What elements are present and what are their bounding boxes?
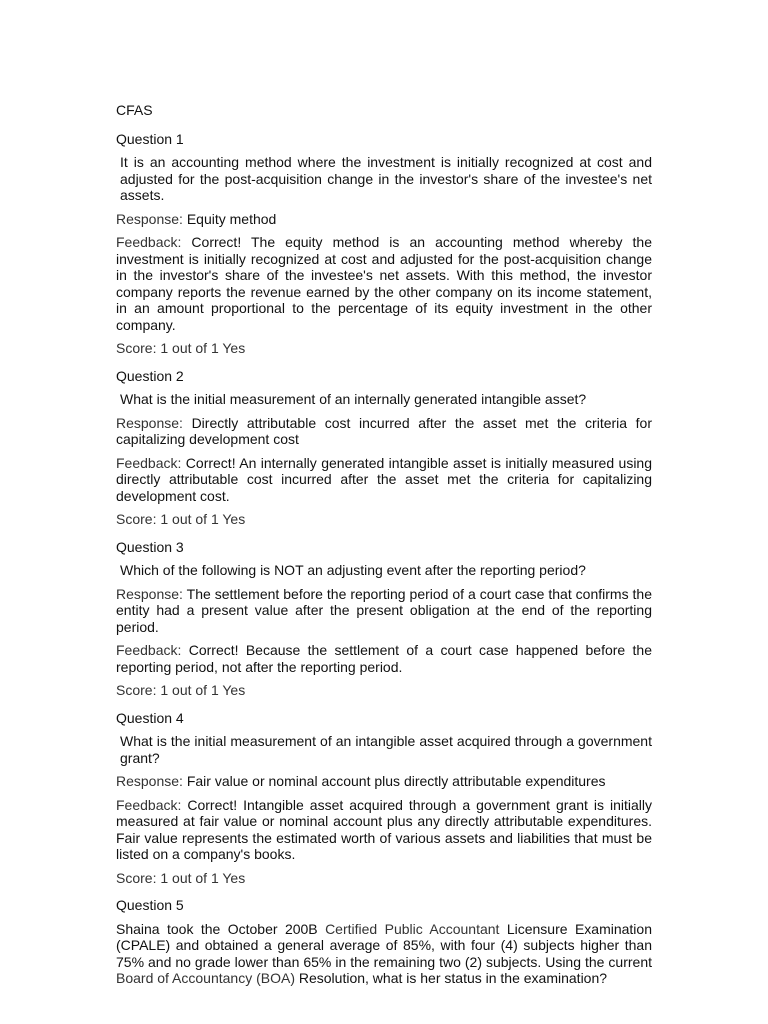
feedback-label: Feedback:: [116, 234, 182, 250]
response-row: [116, 415, 652, 448]
feedback-label: Feedback:: [116, 796, 182, 813]
feedback-text: Correct! The equity method is an accounting method whereby the investment is initially recognized at cost and adjusted for the post-acquisition change in the investor's share of the investee's net assets. With this method, the investor company reports the revenue earned by the other company on its income statement, in an amount proportional to the percentage of its equity investment in the other company.: [116, 234, 652, 333]
response-text: The settlement before the reporting period of a court case that confirms the entity had a present value after the present obligation at the end of the reporting period.: [116, 585, 652, 635]
question-block: [116, 897, 652, 987]
score-text: Score: 1 out of 1 Yes: [116, 869, 246, 886]
response-text: Equity method: [186, 210, 277, 227]
response-text: Directly attributable cost incurred after the asset met the criteria for capitalizing development cost: [116, 414, 653, 447]
response-row: [116, 586, 652, 636]
question-heading: Question 3: [116, 538, 184, 555]
document-page: [116, 102, 652, 994]
response-label: Response:: [116, 414, 183, 431]
response-row: [116, 773, 652, 790]
term-board-of-accountancy: Board of Accountancy (BOA): [116, 970, 295, 986]
response-label: Response:: [116, 773, 183, 789]
question-block: [116, 131, 652, 357]
question-heading: Question 5: [116, 897, 184, 913]
score-text: Score: 1 out of 1 Yes: [116, 340, 246, 356]
feedback-row: [116, 642, 652, 675]
feedback-row: [116, 234, 652, 333]
question-text-part: Shaina took the October 200B: [116, 920, 326, 937]
feedback-text: Correct! Because the settlement of a court case happened before the reporting period, not after the reporting period.: [116, 642, 652, 675]
feedback-row: [116, 455, 652, 505]
response-text: Fair value or nominal account plus directly attributable expenditures: [186, 773, 606, 789]
question-text-part: Licensure Examination (CPALE) and obtained a general average of 85%, with four (4) subjects higher than 75% and no grade lower than 65% in the remaining two (2) subjects. Using the current: [116, 920, 652, 970]
document-title: CFAS: [116, 102, 153, 118]
question-heading: Question 4: [116, 709, 184, 726]
score-text: Score: 1 out of 1 Yes: [116, 682, 246, 698]
question-text: [116, 921, 652, 987]
question-block: [116, 710, 652, 887]
question-text: What is the initial measurement of an intangible asset acquired through a government grant?: [120, 733, 652, 766]
question-text: It is an accounting method where the investment is initially recognized at cost and adjusted for the post-acquisition change in the investor's share of the investee's net assets.: [120, 154, 652, 203]
feedback-text: Correct! An internally generated intangible asset is initially measured using directly attributable cost incurred after the asset met the criteria for capitalizing development cost.: [116, 454, 652, 504]
question-block: [116, 368, 652, 528]
question-text-part: Resolution, what is her status in the examination?: [294, 970, 608, 986]
term-certified-public-accountant: Certified Public Accountant: [325, 920, 500, 937]
feedback-label: Feedback:: [116, 642, 182, 658]
response-label: Response:: [116, 585, 183, 602]
question-heading: Question 1: [116, 130, 184, 147]
question-block: [116, 539, 652, 699]
question-text: What is the initial measurement of an internally generated intangible asset?: [120, 391, 587, 407]
question-heading: Question 2: [116, 367, 184, 384]
feedback-text: Correct! Intangible asset acquired through a government grant is initially measured at fair value or nominal account plus any directly attributable expenditures. Fair value represents the estimated worth of various assets and liabilities that must be listed on a company's books.: [116, 796, 652, 862]
response-row: [116, 211, 652, 228]
feedback-label: Feedback:: [116, 454, 182, 471]
response-label: Response:: [116, 210, 183, 227]
feedback-row: [116, 797, 652, 863]
question-text: Which of the following is NOT an adjusting event after the reporting period?: [120, 562, 586, 578]
score-text: Score: 1 out of 1 Yes: [116, 511, 246, 527]
